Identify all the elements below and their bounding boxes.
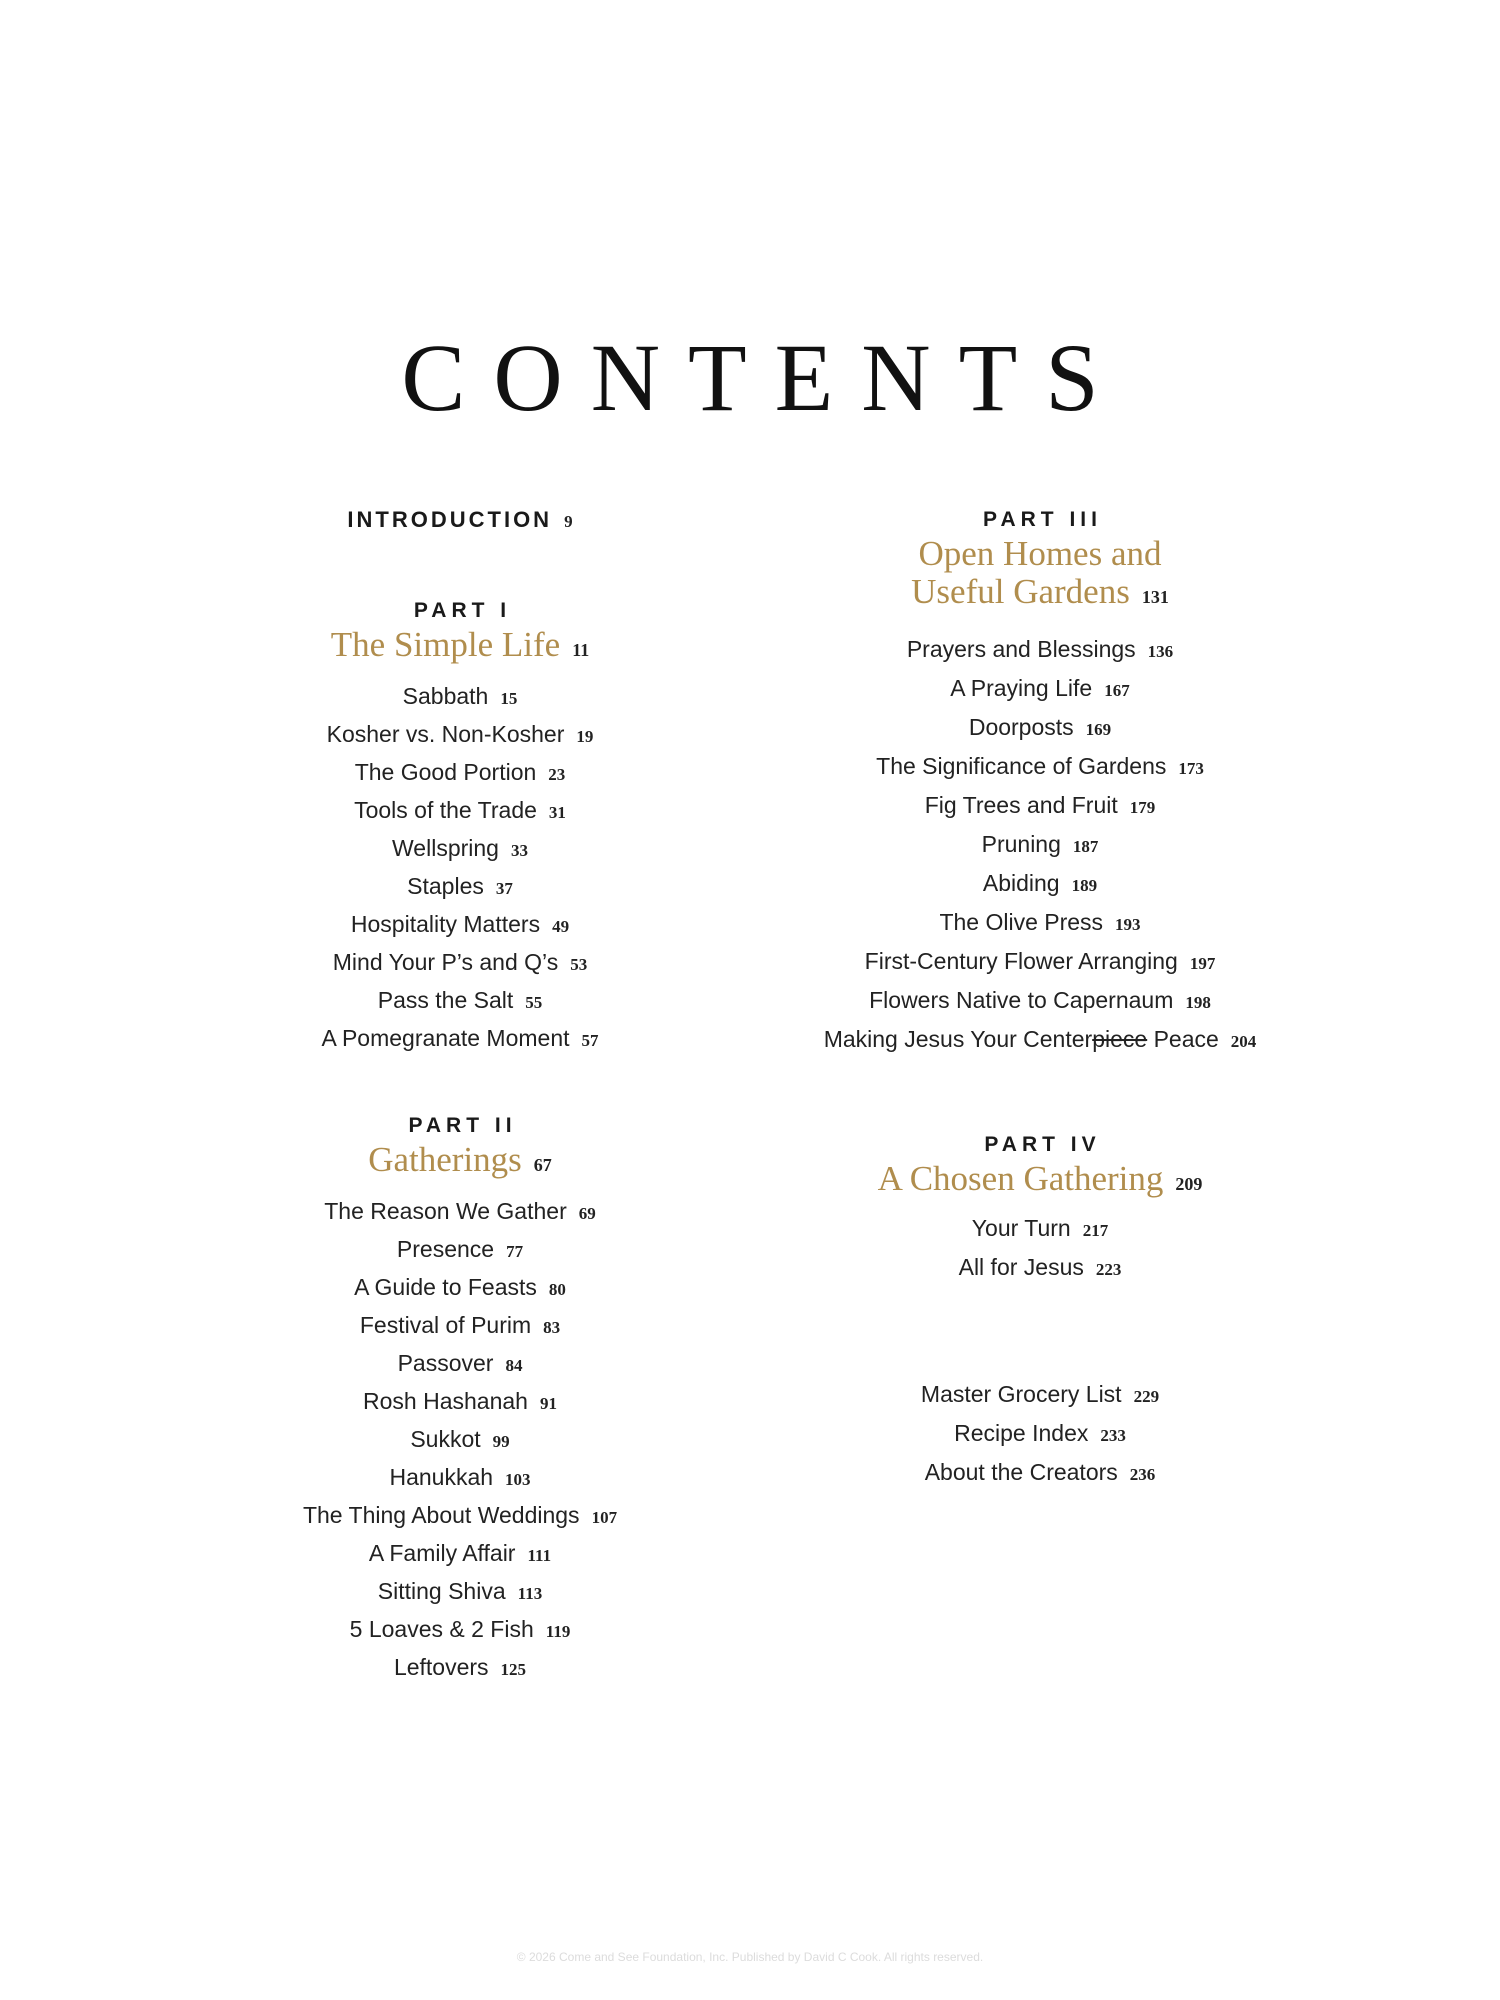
toc-entry[interactable] bbox=[780, 786, 1300, 825]
entry-label: Pass the Salt bbox=[377, 987, 514, 1013]
entry-label-struck: piece bbox=[1092, 1026, 1148, 1052]
back-matter-section bbox=[780, 1375, 1300, 1492]
entry-label: Recipe Index bbox=[954, 1420, 1089, 1446]
toc-entry[interactable] bbox=[280, 1306, 640, 1344]
toc-entry[interactable] bbox=[780, 1453, 1300, 1492]
part-2-section bbox=[280, 1111, 640, 1686]
entry-label: A Family Affair bbox=[368, 1540, 516, 1566]
entry-label: Mind Your P’s and Q’s bbox=[332, 949, 559, 975]
part-3-label: PART III bbox=[983, 508, 1102, 531]
entry-page: 33 bbox=[510, 841, 528, 860]
entry-page: 80 bbox=[548, 1280, 566, 1299]
toc-entry[interactable] bbox=[280, 791, 640, 829]
part-3-title-line2: Useful Gardens bbox=[911, 572, 1130, 611]
part-1-title[interactable] bbox=[280, 626, 640, 669]
toc-entry[interactable] bbox=[780, 981, 1300, 1020]
part-4-title[interactable] bbox=[780, 1160, 1300, 1203]
entry-label: Hospitality Matters bbox=[350, 911, 541, 937]
entry-page: 84 bbox=[505, 1356, 523, 1375]
entry-page: 15 bbox=[500, 689, 518, 708]
entry-label: Pruning bbox=[981, 831, 1061, 857]
part-4-page: 209 bbox=[1175, 1174, 1203, 1194]
entry-label: The Good Portion bbox=[354, 759, 537, 785]
entry-label: First-Century Flower Arranging bbox=[864, 948, 1178, 974]
part-3-page: 131 bbox=[1141, 587, 1169, 607]
entry-page: 187 bbox=[1072, 837, 1099, 856]
entry-label: Festival of Purim bbox=[359, 1312, 532, 1338]
toc-entry[interactable] bbox=[780, 1375, 1300, 1414]
introduction-page: 9 bbox=[564, 512, 573, 531]
entry-page: 83 bbox=[543, 1318, 561, 1337]
toc-entry[interactable] bbox=[280, 1192, 640, 1230]
entry-page: 167 bbox=[1104, 681, 1130, 700]
entry-page: 193 bbox=[1115, 915, 1141, 934]
part-3-title-line1: Open Homes and bbox=[918, 534, 1162, 573]
entry-page: 197 bbox=[1189, 954, 1216, 973]
entry-page: 173 bbox=[1178, 759, 1204, 778]
part-3-section bbox=[780, 505, 1300, 1059]
entry-page: 217 bbox=[1082, 1221, 1109, 1240]
entry-label: A Guide to Feasts bbox=[354, 1274, 537, 1300]
toc-entry[interactable] bbox=[280, 905, 640, 943]
entry-page: 179 bbox=[1129, 798, 1156, 817]
entry-label: All for Jesus bbox=[958, 1254, 1084, 1280]
toc-entry[interactable] bbox=[280, 1420, 640, 1458]
toc-entry[interactable] bbox=[780, 1248, 1300, 1287]
toc-entry[interactable] bbox=[780, 669, 1300, 708]
copyright-footer: © 2026 Come and See Foundation, Inc. Published by David C Cook. All rights reserved. bbox=[516, 1950, 984, 1964]
part-4-label: PART IV bbox=[984, 1133, 1101, 1156]
entry-label: Sukkot bbox=[410, 1426, 481, 1452]
entry-page: 23 bbox=[548, 765, 566, 784]
entry-label: Your Turn bbox=[971, 1215, 1071, 1241]
toc-entry[interactable] bbox=[280, 753, 640, 791]
entry-page: 31 bbox=[548, 803, 566, 822]
part-2-title[interactable] bbox=[280, 1141, 640, 1184]
entry-label: Fig Trees and Fruit bbox=[924, 792, 1118, 818]
entry-label: Flowers Native to Capernaum bbox=[869, 987, 1174, 1013]
entry-label: Tools of the Trade bbox=[354, 797, 537, 823]
toc-entry[interactable] bbox=[280, 1458, 640, 1496]
entry-page: 204 bbox=[1230, 1032, 1257, 1051]
entry-label: Leftovers bbox=[393, 1654, 489, 1680]
entry-page: 107 bbox=[591, 1508, 618, 1527]
entry-page: 169 bbox=[1085, 720, 1112, 739]
entry-label-before: Making Jesus Your Center bbox=[823, 1026, 1093, 1052]
toc-entry[interactable] bbox=[280, 1382, 640, 1420]
part-2-label: PART II bbox=[408, 1114, 517, 1137]
entry-label: The Olive Press bbox=[939, 909, 1104, 935]
toc-entry[interactable] bbox=[280, 1344, 640, 1382]
toc-entry[interactable] bbox=[280, 1230, 640, 1268]
entry-page: 236 bbox=[1129, 1465, 1156, 1484]
entry-label: Prayers and Blessings bbox=[906, 636, 1136, 662]
page-title: CONTENTS bbox=[401, 324, 1127, 431]
entry-page: 113 bbox=[517, 1584, 543, 1603]
toc-entry[interactable] bbox=[780, 942, 1300, 981]
toc-entry[interactable] bbox=[280, 715, 640, 753]
entry-label: Hanukkah bbox=[389, 1464, 494, 1490]
toc-entry[interactable] bbox=[280, 1648, 640, 1686]
entry-page: 136 bbox=[1147, 642, 1174, 661]
part-4-section bbox=[780, 1130, 1300, 1287]
entry-label: A Praying Life bbox=[950, 675, 1093, 701]
entry-label: Doorposts bbox=[968, 714, 1074, 740]
entry-page: 19 bbox=[576, 727, 594, 746]
entry-page: 37 bbox=[495, 879, 513, 898]
entry-page: 111 bbox=[527, 1546, 552, 1565]
entry-label: Master Grocery List bbox=[920, 1381, 1122, 1407]
entry-page: 223 bbox=[1095, 1260, 1122, 1279]
entry-page: 77 bbox=[506, 1242, 524, 1261]
entry-label: Sabbath bbox=[402, 683, 489, 709]
entry-page: 233 bbox=[1100, 1426, 1126, 1445]
toc-entry[interactable] bbox=[280, 943, 640, 981]
toc-entry[interactable] bbox=[280, 1268, 640, 1306]
part-1-title-text: The Simple Life bbox=[330, 625, 561, 664]
entry-page: 57 bbox=[581, 1031, 599, 1050]
entry-label: The Reason We Gather bbox=[324, 1198, 567, 1224]
toc-entry[interactable] bbox=[780, 1020, 1300, 1059]
toc-entry[interactable] bbox=[780, 708, 1300, 747]
toc-entry[interactable] bbox=[780, 825, 1300, 864]
entry-page: 198 bbox=[1185, 993, 1211, 1012]
introduction-label: INTRODUCTION bbox=[347, 507, 553, 532]
toc-entry[interactable] bbox=[280, 1534, 640, 1572]
entry-label: Passover bbox=[397, 1350, 494, 1376]
part-1-page: 11 bbox=[572, 640, 590, 660]
entry-label: Rosh Hashanah bbox=[363, 1388, 528, 1414]
part-1-label: PART I bbox=[413, 599, 512, 622]
entry-label: The Thing About Weddings bbox=[302, 1502, 580, 1528]
toc-entry[interactable] bbox=[780, 864, 1300, 903]
entry-label: Kosher vs. Non-Kosher bbox=[326, 721, 565, 747]
toc-entry[interactable] bbox=[280, 1572, 640, 1610]
entry-label: 5 Loaves & 2 Fish bbox=[349, 1616, 534, 1642]
toc-entry[interactable] bbox=[780, 1209, 1300, 1248]
part-4-title-text: A Chosen Gathering bbox=[877, 1159, 1164, 1198]
entry-label: Staples bbox=[407, 873, 484, 899]
toc-entry[interactable] bbox=[280, 1496, 640, 1534]
toc-entry[interactable] bbox=[280, 1019, 640, 1057]
entry-label: Sitting Shiva bbox=[377, 1578, 506, 1604]
toc-entry[interactable] bbox=[280, 1610, 640, 1648]
part-2-page: 67 bbox=[533, 1155, 552, 1175]
toc-entry[interactable] bbox=[780, 1414, 1300, 1453]
toc-entry[interactable] bbox=[780, 747, 1300, 786]
entry-label: Presence bbox=[396, 1236, 495, 1262]
entry-page: 55 bbox=[525, 993, 543, 1012]
entry-page: 119 bbox=[545, 1622, 571, 1641]
toc-entry[interactable] bbox=[780, 903, 1300, 942]
part-1-section bbox=[280, 596, 640, 1057]
toc-entry[interactable] bbox=[780, 630, 1300, 669]
entry-page: 53 bbox=[570, 955, 588, 974]
entry-page: 49 bbox=[552, 917, 570, 936]
part-3-title[interactable] bbox=[780, 535, 1300, 616]
introduction-entry[interactable] bbox=[280, 505, 640, 535]
toc-entry[interactable] bbox=[280, 981, 640, 1019]
entry-page: 91 bbox=[539, 1394, 557, 1413]
toc-entry[interactable] bbox=[280, 829, 640, 867]
entry-label: Wellspring bbox=[392, 835, 499, 861]
part-2-title-text: Gatherings bbox=[368, 1140, 522, 1179]
entry-page: 99 bbox=[492, 1432, 510, 1451]
entry-page: 229 bbox=[1133, 1387, 1160, 1406]
entry-page: 69 bbox=[578, 1204, 596, 1223]
entry-label-after: Peace bbox=[1147, 1026, 1219, 1052]
toc-entry[interactable] bbox=[280, 677, 640, 715]
entry-label: About the Creators bbox=[924, 1459, 1118, 1485]
entry-label: The Significance of Gardens bbox=[876, 753, 1167, 779]
entry-page: 125 bbox=[500, 1660, 527, 1679]
entry-label: A Pomegranate Moment bbox=[321, 1025, 570, 1051]
entry-page: 103 bbox=[505, 1470, 531, 1489]
entry-label: Abiding bbox=[982, 870, 1060, 896]
toc-entry[interactable] bbox=[280, 867, 640, 905]
entry-page: 189 bbox=[1071, 876, 1098, 895]
